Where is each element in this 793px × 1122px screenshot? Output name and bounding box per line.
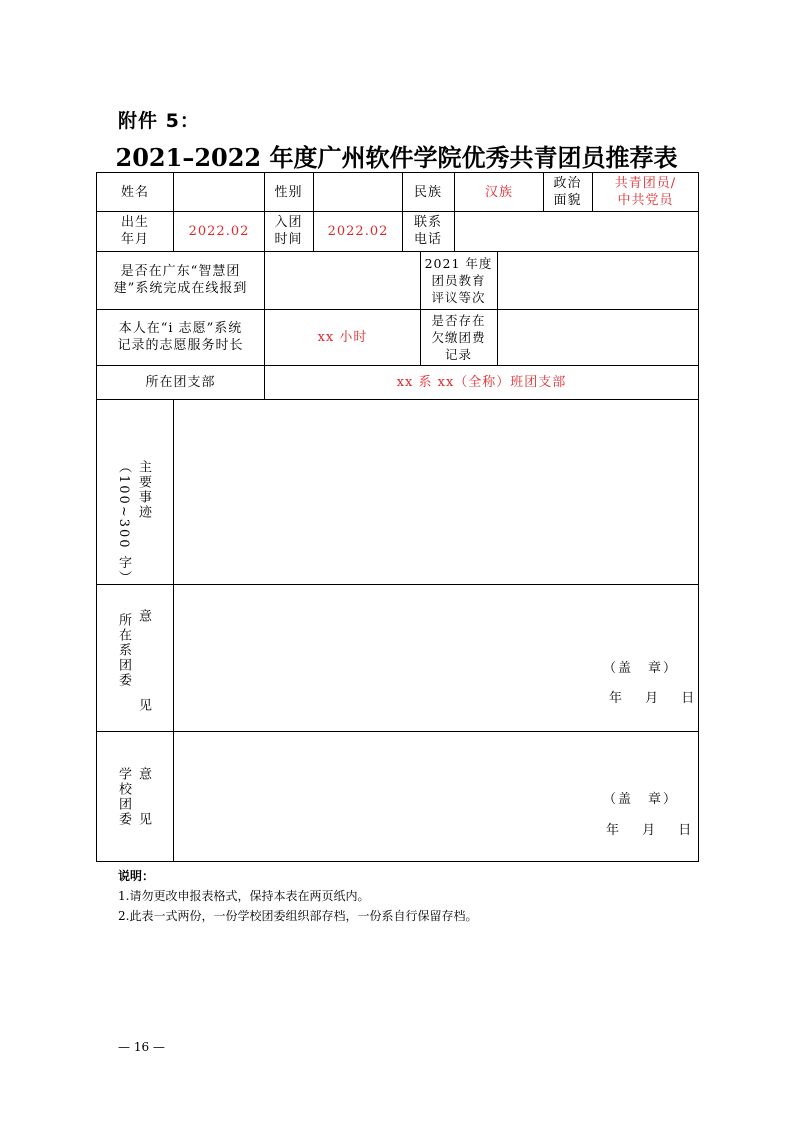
dept-opinion-label: 意见 <box>136 609 151 713</box>
notes-title: 说明： <box>118 869 155 883</box>
volunteer-label <box>97 309 264 365</box>
page-number: — 16 — <box>118 1040 165 1054</box>
evaluation-field[interactable] <box>498 251 698 309</box>
birth-label-line2: 年月 <box>120 232 149 247</box>
evaluation-label-line2: 团员教育 <box>431 272 486 288</box>
political-label-line2: 面貌 <box>553 193 582 208</box>
gender-field[interactable] <box>314 173 402 211</box>
name-label: 姓名 <box>120 184 149 200</box>
recommendation-form <box>96 172 699 862</box>
smart-league-label-line1: 是否在广东“智慧团 <box>120 264 241 279</box>
dept-date-text: 年 月 日 <box>609 691 697 706</box>
page-title: 2021–2022 年度广州软件学院优秀共青团员推荐表 <box>115 143 678 172</box>
evaluation-label-line1: 2021 年度 <box>424 255 493 271</box>
notes <box>118 866 477 926</box>
join-label-line1: 入团 <box>274 215 303 230</box>
smart-league-field[interactable] <box>265 251 420 309</box>
evaluation-label-line3: 评议等次 <box>431 289 486 305</box>
deeds-field[interactable] <box>174 399 698 584</box>
political-label <box>543 173 592 211</box>
branch-value[interactable]: xx 系 xx（全称）班团支部 <box>396 374 567 390</box>
deeds-label: 主要事迹 <box>136 460 151 520</box>
dept-opinion-label-sub: 所在系团委 <box>116 613 131 688</box>
birth-value[interactable]: 2022.02 <box>188 223 250 239</box>
branch-label: 所在团支部 <box>145 374 216 390</box>
volunteer-label-line2: 记录的志愿服务时长 <box>117 338 244 353</box>
smart-league-label-line2: 建”系统完成在线报到 <box>113 281 248 296</box>
phone-field[interactable] <box>455 211 698 251</box>
phone-label-line2: 电话 <box>413 232 442 247</box>
school-seal-text: （盖 章） <box>603 792 679 807</box>
political-value-line2: 中共党员 <box>617 193 674 208</box>
join-label <box>264 211 313 251</box>
birth-label <box>97 211 173 251</box>
volunteer-label-line1: 本人在“i 志愿”系统 <box>118 321 243 336</box>
attachment-label: 附件 5： <box>118 110 200 132</box>
name-field[interactable] <box>174 173 264 211</box>
gender-label: 性别 <box>274 184 303 200</box>
phone-label-line1: 联系 <box>413 215 442 230</box>
school-opinion-label: 意见 <box>136 767 151 827</box>
fee-label <box>420 309 497 365</box>
deeds-label-sub: （100~300 字） <box>116 460 131 586</box>
join-label-line2: 时间 <box>274 232 303 247</box>
smart-league-label <box>97 251 264 309</box>
school-date-text: 年 月 日 <box>606 823 694 838</box>
fee-label-line1: 是否存在 <box>431 312 486 328</box>
political-label-line1: 政治 <box>553 176 582 191</box>
fee-label-line2: 欠缴团费 <box>431 329 486 345</box>
political-value[interactable] <box>593 173 698 211</box>
dept-seal-text: （盖 章） <box>603 661 679 676</box>
evaluation-label <box>420 251 497 309</box>
note-item: 2.此表一式两份，一份学校团委组织部存档，一份系自行保留存档。 <box>118 909 478 923</box>
note-item: 1.请勿更改申报表格式，保持本表在两页纸内。 <box>118 889 370 903</box>
ethnicity-value[interactable]: 汉族 <box>484 184 513 200</box>
ethnicity-label: 民族 <box>413 184 442 200</box>
fee-field[interactable] <box>498 309 698 365</box>
volunteer-hours-value[interactable]: xx 小时 <box>317 329 368 345</box>
fee-label-line3: 记录 <box>444 346 472 362</box>
join-value[interactable]: 2022.02 <box>327 223 389 239</box>
school-opinion-label-sub: 学校团委 <box>116 767 131 827</box>
political-value-line1: 共青团员/ <box>614 176 677 191</box>
phone-label <box>402 211 454 251</box>
birth-label-line1: 出生 <box>120 215 149 230</box>
